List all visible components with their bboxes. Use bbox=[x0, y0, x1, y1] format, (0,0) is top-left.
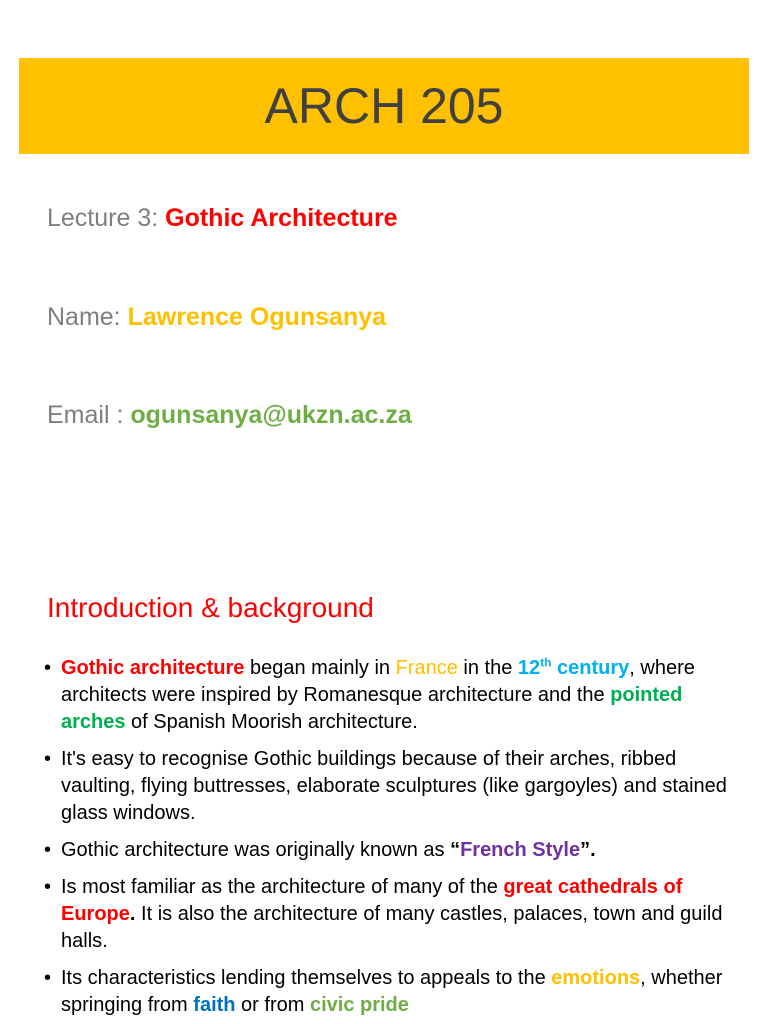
course-title: ARCH 205 bbox=[264, 78, 504, 134]
bullet-text: , whether springing from bbox=[61, 967, 723, 1016]
bullet-text: pointed arches bbox=[61, 684, 683, 733]
bullet-text: Its characteristics lending themselves to appeals to the bbox=[61, 967, 552, 989]
bullet-text: of Spanish Moorish architecture. bbox=[125, 711, 418, 733]
bullet-text: in the bbox=[457, 657, 518, 679]
email-label: Email : bbox=[47, 401, 131, 429]
bullet-text: began mainly in bbox=[244, 657, 396, 679]
bullet-text: or from bbox=[235, 994, 310, 1016]
bullet-text: 12 bbox=[517, 657, 541, 679]
bullet-item bbox=[44, 655, 734, 736]
lecture-label: Lecture 3: bbox=[47, 204, 166, 232]
bullet-item bbox=[44, 965, 734, 1019]
bullet-item bbox=[44, 874, 734, 955]
bullet-text: It is also the architecture of many castles, palaces, town and guild halls. bbox=[61, 903, 723, 952]
bullet-text: . bbox=[129, 903, 136, 925]
lecture-topic: Gothic Architecture bbox=[165, 204, 398, 232]
bullet-item bbox=[44, 837, 734, 864]
bullet-text: century bbox=[551, 657, 630, 679]
bullet-text: “ bbox=[450, 839, 461, 861]
bullet-item bbox=[44, 746, 734, 827]
bullet-list bbox=[44, 655, 734, 1024]
section-heading: Introduction & background bbox=[47, 592, 374, 623]
name-label: Name: bbox=[47, 303, 128, 331]
bullet-text: faith bbox=[193, 994, 236, 1016]
bullet-text: It's easy to recognise Gothic buildings because of their arches, ribbed vaulting, flying buttresses, elaborate sculptures (like gargoyles) and stained glass windows. bbox=[61, 748, 727, 824]
bullet-text: ”. bbox=[580, 839, 596, 861]
bullet-text: France bbox=[395, 657, 458, 679]
author-email: ogunsanya@ukzn.ac.za bbox=[130, 401, 412, 429]
bullet-text: th bbox=[540, 655, 552, 670]
bullet-text: French Style bbox=[460, 839, 581, 861]
email-line bbox=[47, 401, 412, 430]
bullet-text: Gothic architecture was originally known as bbox=[61, 839, 451, 861]
bullet-text: Is most familiar as the architecture of many of the bbox=[61, 876, 504, 898]
bullet-text: Gothic architecture bbox=[61, 657, 245, 679]
title-banner bbox=[19, 58, 749, 154]
bullet-text: , where architects were inspired by Romanesque architecture and the bbox=[61, 657, 695, 706]
bullet-text: emotions bbox=[551, 967, 641, 989]
bullet-text: civic pride bbox=[309, 994, 409, 1016]
lecture-line bbox=[47, 204, 398, 233]
name-line bbox=[47, 303, 386, 332]
bullet-text: great cathedrals of Europe bbox=[61, 876, 683, 925]
author-name: Lawrence Ogunsanya bbox=[127, 303, 387, 331]
